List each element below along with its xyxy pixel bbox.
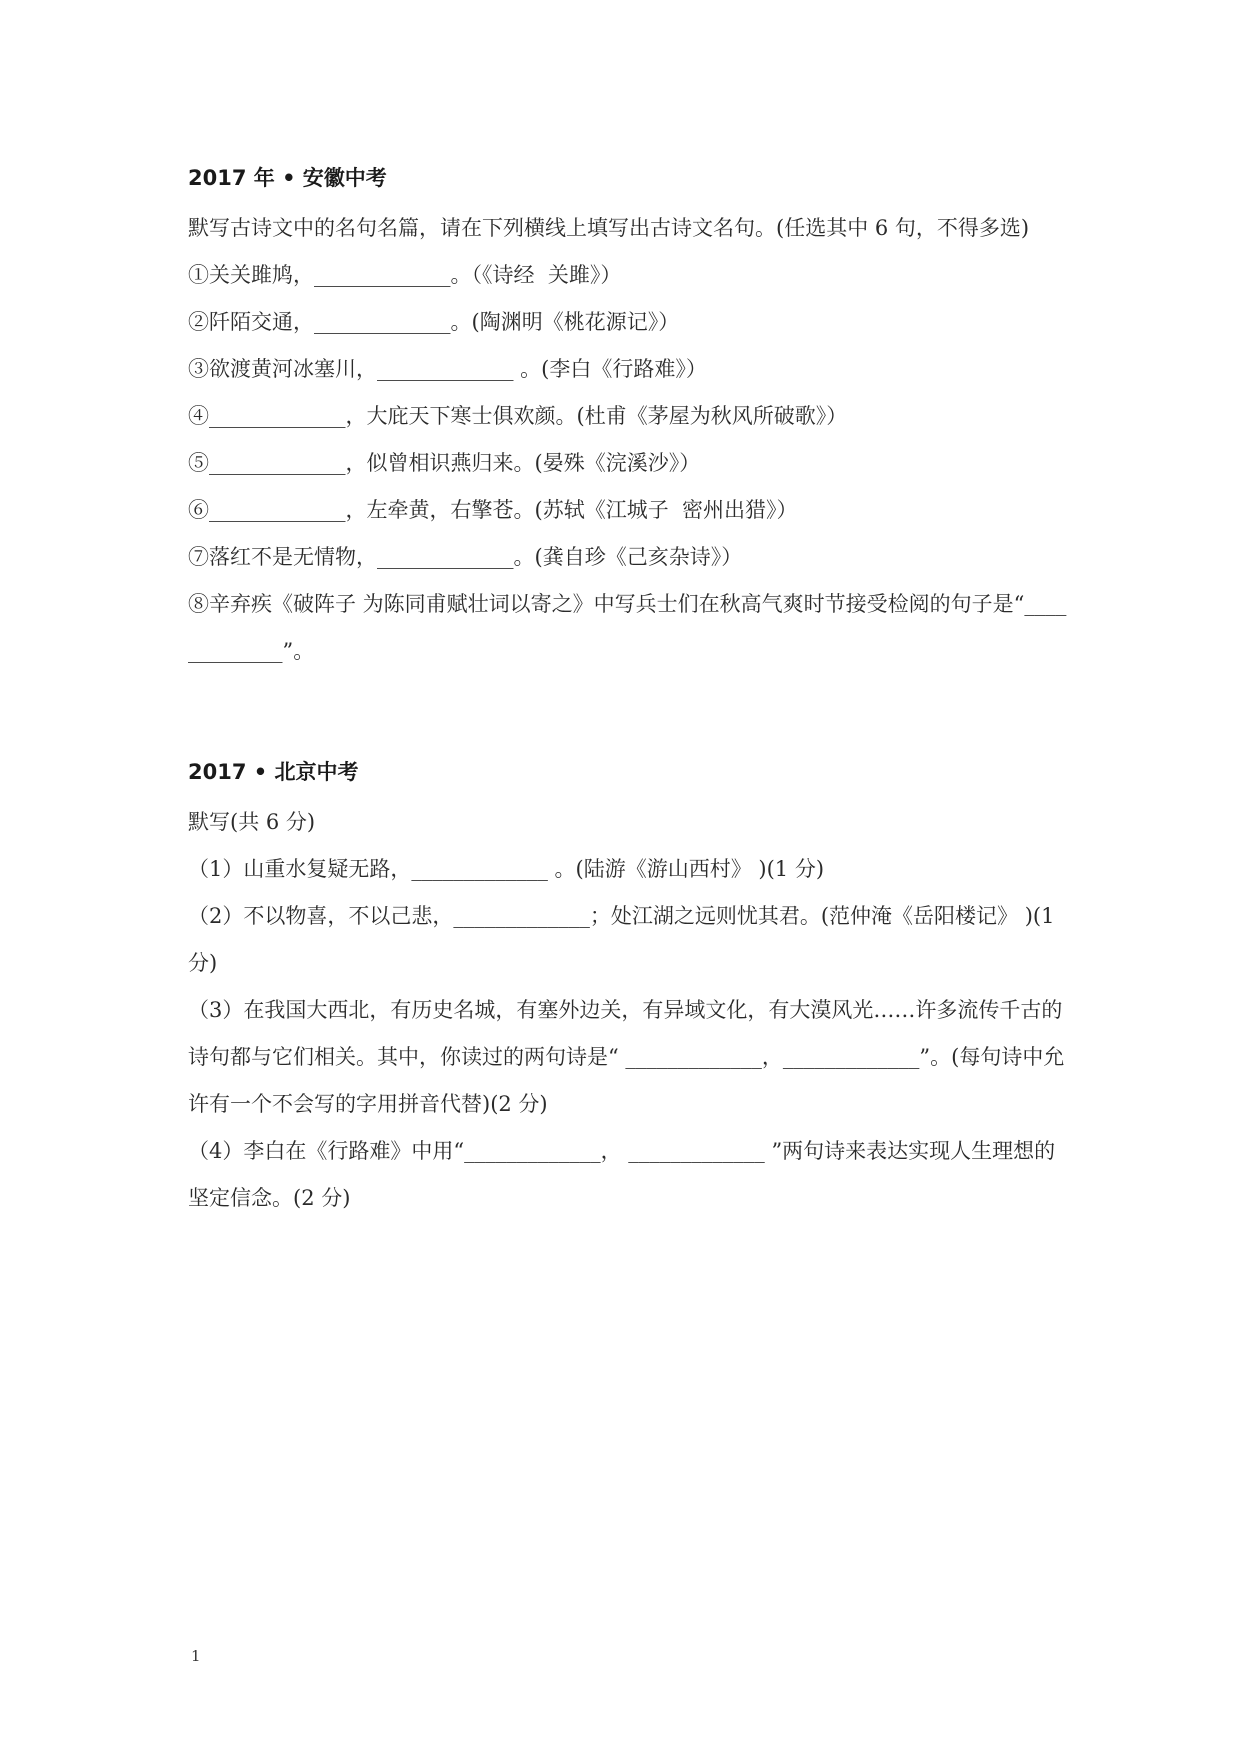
section-instruction: 默写古诗文中的名句名篇，请在下列横线上填写出古诗文名句。(任选其中 6 句，不得多选) bbox=[188, 216, 1030, 240]
question-item: ③欲渡黄河冰塞川，_____________ 。(李白《行路难》） bbox=[188, 357, 707, 381]
question-item: （4）李白在《行路难》中用“_____________， _____________ ”两句诗来表达实现人生理想的坚定信念。(2 分) bbox=[188, 1139, 1056, 1210]
page-number: 1 bbox=[191, 1647, 201, 1665]
section-heading: 2017 • 北京中考 bbox=[188, 760, 359, 784]
question-item: （2）不以物喜，不以己悲，_____________；处江湖之远则忧其君。(范仲淹《岳阳楼记》 )(1 分) bbox=[188, 904, 1055, 975]
section-instruction: 默写(共 6 分) bbox=[188, 810, 316, 834]
question-item: ⑦落红不是无情物，_____________。(龚自珍《己亥杂诗》） bbox=[188, 545, 743, 569]
question-item: ①关关雎鸠，_____________。（《诗经 关雎》） bbox=[188, 263, 622, 287]
question-item: （1）山重水复疑无路，_____________ 。(陆游《游山西村》 )(1 分) bbox=[188, 857, 825, 881]
section-beijing bbox=[188, 757, 1068, 1222]
section-anhui bbox=[188, 163, 1068, 675]
question-item: ④_____________，大庇天下寒士俱欢颜。(杜甫《茅屋为秋风所破歌》） bbox=[188, 404, 848, 428]
question-item: （3）在我国大西北，有历史名城，有塞外边关，有异域文化，有大漠风光……许多流传千古的诗句都与它们相关。其中，你读过的两句诗是“ _____________，_____________”。(每句诗中允许有一个不会写的字用拼音代替)(2 分) bbox=[188, 998, 1065, 1116]
question-item: ②阡陌交通，_____________。(陶渊明《桃花源记》） bbox=[188, 310, 680, 334]
question-item: ⑤_____________，似曾相识燕归来。(晏殊《浣溪沙》） bbox=[188, 451, 701, 475]
question-item: ⑥_____________，左牵黄，右擎苍。(苏轼《江城子 密州出猎》） bbox=[188, 498, 798, 522]
question-item: ⑧辛弃疾《破阵子 为陈同甫赋壮词以寄之》中写兵士们在秋高气爽时节接受检阅的句子是“_____________”。 bbox=[188, 592, 1067, 663]
section-heading: 2017 年 • 安徽中考 bbox=[188, 166, 387, 190]
